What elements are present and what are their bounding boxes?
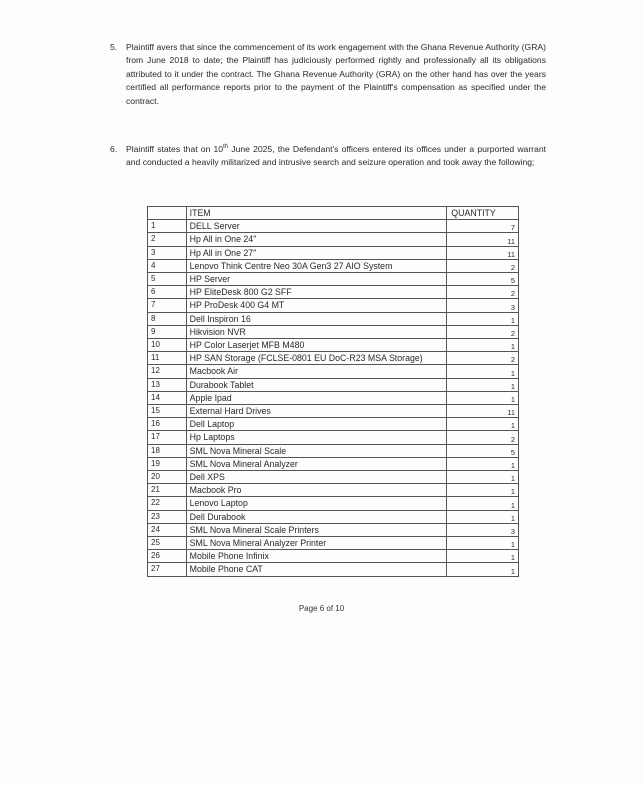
header-quantity: QUANTITY <box>447 207 519 220</box>
table-header-row <box>148 207 519 220</box>
table-body <box>148 220 519 576</box>
paragraph-text <box>126 143 546 170</box>
table-row <box>148 497 519 510</box>
table-row <box>148 259 519 272</box>
table-row <box>148 246 519 259</box>
row-quantity: 1 <box>447 365 519 378</box>
page-footer: Page 6 of 10 <box>298 604 345 613</box>
row-quantity: 2 <box>447 286 519 299</box>
row-quantity: 2 <box>447 352 519 365</box>
row-quantity: 11 <box>447 246 519 259</box>
row-item: HP ProDesk 400 G4 MT <box>186 299 447 312</box>
row-number: 18 <box>148 444 187 457</box>
row-number: 25 <box>148 537 187 550</box>
table-row <box>148 537 519 550</box>
row-quantity: 1 <box>447 497 519 510</box>
header-item: ITEM <box>186 207 447 220</box>
row-number: 16 <box>148 418 187 431</box>
row-number: 5 <box>148 273 187 286</box>
table-row <box>148 233 519 246</box>
row-quantity: 1 <box>447 378 519 391</box>
row-number: 3 <box>148 246 187 259</box>
table-row <box>148 510 519 523</box>
table-row <box>148 378 519 391</box>
row-quantity: 2 <box>447 431 519 444</box>
row-number: 20 <box>148 471 187 484</box>
row-quantity: 1 <box>447 484 519 497</box>
header-number <box>148 207 187 220</box>
row-item: HP Color Laserjet MFB M480 <box>186 339 447 352</box>
row-quantity: 2 <box>447 325 519 338</box>
table-row <box>148 391 519 404</box>
row-item: SML Nova Mineral Analyzer <box>186 457 447 470</box>
paragraph-text-start: Plaintiff states that on 10 <box>126 144 224 154</box>
row-number: 17 <box>148 431 187 444</box>
row-number: 9 <box>148 325 187 338</box>
row-number: 2 <box>148 233 187 246</box>
row-number: 6 <box>148 286 187 299</box>
row-quantity: 3 <box>447 523 519 536</box>
table-row <box>148 457 519 470</box>
row-item: Dell XPS <box>186 471 447 484</box>
row-number: 23 <box>148 510 187 523</box>
row-number: 4 <box>148 259 187 272</box>
row-number: 27 <box>148 563 187 576</box>
row-number: 24 <box>148 523 187 536</box>
row-item: Hikvision NVR <box>186 325 447 338</box>
row-item: Lenovo Laptop <box>186 497 447 510</box>
row-quantity: 1 <box>447 550 519 563</box>
row-number: 1 <box>148 220 187 233</box>
row-item: Dell Durabook <box>186 510 447 523</box>
row-quantity: 1 <box>447 391 519 404</box>
row-quantity: 5 <box>447 444 519 457</box>
paragraph-5 <box>110 41 546 108</box>
table-row <box>148 286 519 299</box>
row-item: Lenovo Think Centre Neo 30A Gen3 27 AIO System <box>186 259 447 272</box>
table-row <box>148 550 519 563</box>
row-quantity: 11 <box>447 233 519 246</box>
row-item: SML Nova Mineral Scale Printers <box>186 523 447 536</box>
row-number: 14 <box>148 391 187 404</box>
row-item: Durabook Tablet <box>186 378 447 391</box>
row-item: Hp Laptops <box>186 431 447 444</box>
paragraph-number: 5. <box>110 42 118 52</box>
table-row <box>148 563 519 576</box>
row-number: 7 <box>148 299 187 312</box>
paragraph-number: 6. <box>110 144 118 154</box>
row-item: SML Nova Mineral Analyzer Printer <box>186 537 447 550</box>
table-row <box>148 405 519 418</box>
table-row <box>148 352 519 365</box>
row-quantity: 1 <box>447 418 519 431</box>
row-item: Dell Inspiron 16 <box>186 312 447 325</box>
table-row <box>148 339 519 352</box>
row-quantity: 1 <box>447 563 519 576</box>
row-item: HP Server <box>186 273 447 286</box>
row-item: Hp All in One 24" <box>186 233 447 246</box>
row-item: Apple Ipad <box>186 391 447 404</box>
table-row <box>148 220 519 233</box>
table-row <box>148 444 519 457</box>
row-item: HP EliteDesk 800 G2 SFF <box>186 286 447 299</box>
row-quantity: 11 <box>447 405 519 418</box>
table-row <box>148 325 519 338</box>
row-quantity: 1 <box>447 471 519 484</box>
ordinal-suffix: th <box>223 144 229 151</box>
row-item: Mobile Phone CAT <box>186 563 447 576</box>
row-number: 10 <box>148 339 187 352</box>
row-quantity: 7 <box>447 220 519 233</box>
row-number: 19 <box>148 457 187 470</box>
table-row <box>148 484 519 497</box>
row-item: HP SAN Storage (FCLSE-0801 EU DoC-R23 MSA Storage) <box>186 352 447 365</box>
row-quantity: 1 <box>447 457 519 470</box>
row-quantity: 2 <box>447 259 519 272</box>
row-item: External Hard Drives <box>186 405 447 418</box>
row-quantity: 1 <box>447 537 519 550</box>
row-quantity: 3 <box>447 299 519 312</box>
row-quantity: 1 <box>447 510 519 523</box>
row-item: SML Nova Mineral Scale <box>186 444 447 457</box>
row-quantity: 1 <box>447 339 519 352</box>
row-number: 8 <box>148 312 187 325</box>
table-row <box>148 431 519 444</box>
row-number: 22 <box>148 497 187 510</box>
row-item: Macbook Air <box>186 365 447 378</box>
row-item: Dell Laptop <box>186 418 447 431</box>
row-number: 15 <box>148 405 187 418</box>
table-row <box>148 312 519 325</box>
table-row <box>148 418 519 431</box>
row-number: 21 <box>148 484 187 497</box>
paragraph-text: Plaintiff avers that since the commencement of its work engagement with the Ghana Revenue Authority (GRA) from June 2018 to date; the Plaintiff has judiciously performed rightly and professionally all its obligations attributed to it under the contract. The Ghana Revenue Authority (GRA) on the other hand has over the years certified all performance reports prior to the payment of the Plaintiff's compensation as specified under the contract. <box>126 42 546 106</box>
row-item: Macbook Pro <box>186 484 447 497</box>
seized-items-table <box>147 206 519 577</box>
row-item: Hp All in One 27" <box>186 246 447 259</box>
row-number: 11 <box>148 352 187 365</box>
row-item: Mobile Phone Infinix <box>186 550 447 563</box>
row-quantity: 1 <box>447 312 519 325</box>
table-row <box>148 523 519 536</box>
table-row <box>148 365 519 378</box>
row-quantity: 5 <box>447 273 519 286</box>
paragraph-text-end: June 2025, the Defendant's officers entered its offices under a purported warrant and conducted a heavily militarized and intrusive search and seizure operation and took away the following; <box>126 144 546 168</box>
row-item: DELL Server <box>186 220 447 233</box>
row-number: 26 <box>148 550 187 563</box>
paragraph-6 <box>110 143 546 170</box>
row-number: 13 <box>148 378 187 391</box>
row-number: 12 <box>148 365 187 378</box>
table-row <box>148 273 519 286</box>
table-row <box>148 471 519 484</box>
table-row <box>148 299 519 312</box>
